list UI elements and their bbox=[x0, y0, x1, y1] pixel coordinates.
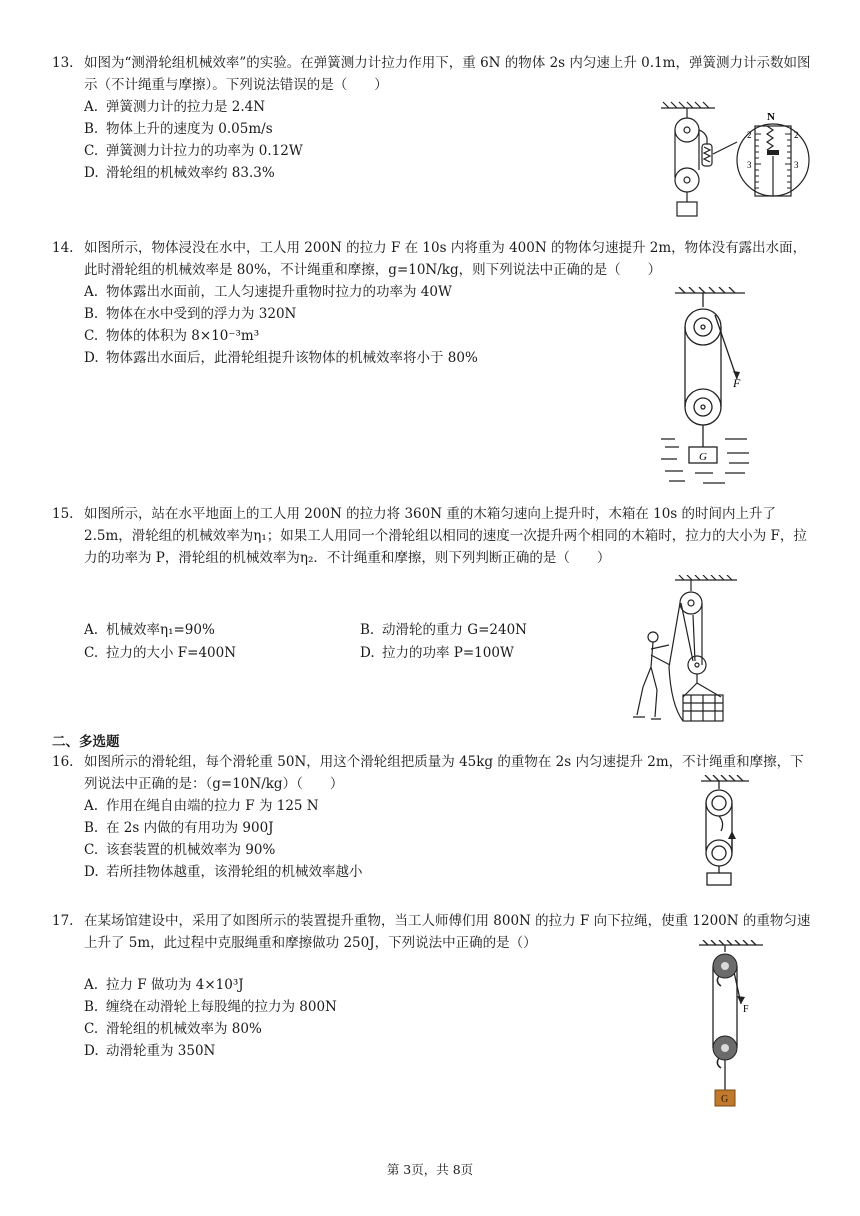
scale-tick-3-right: 3 bbox=[794, 160, 799, 170]
option-a: A. 弹簧测力计的拉力是 2.4N bbox=[84, 99, 266, 115]
question-stem bbox=[52, 237, 812, 281]
option-d: D. 物体露出水面后，此滑轮组提升该物体的机械效率将小于 80% bbox=[84, 350, 478, 366]
option-b: B. 缠绕在动滑轮上每股绳的拉力为 800N bbox=[84, 999, 337, 1015]
option-b: B. 动滑轮的重力 G=240N bbox=[360, 622, 527, 638]
option-a: A. 机械效率η₁=90% bbox=[84, 622, 215, 638]
option-c: C. 物体的体积为 8×10⁻³m³ bbox=[84, 328, 260, 344]
question-number: 16. bbox=[52, 754, 74, 770]
option-c: C. 该套装置的机械效率为 90% bbox=[84, 842, 276, 858]
option-c: C. 弹簧测力计拉力的功率为 0.12W bbox=[84, 143, 303, 159]
scale-tick-2-right: 2 bbox=[794, 130, 799, 140]
question-text: 如图所示，站在水平地面上的工人用 200N 的拉力将 360N 重的木箱匀速向上提升时，木箱在 10s 的时间内上升了 2.5m，滑轮组的机械效率为η₁；如果工人用同一个滑轮组以相同的速度一次提升两个相同的木箱时，拉力的大小为 F，拉力的功率为 P，滑轮组的机械效率为η₂．不计绳重和摩擦，则下列判断正确的是（ ） bbox=[84, 506, 807, 566]
question-stem bbox=[52, 503, 812, 569]
question-text: 在某场馆建设中，采用了如图所示的装置提升重物，当工人师傅们用 800N 的拉力 F 向下拉绳，使重 1200N 的重物匀速上升了 5m，此过程中克服绳重和摩擦做功 250J，下列说法中正确的是（） bbox=[84, 913, 811, 951]
question-text: 如图为“测滑轮组机械效率”的实验。在弹簧测力计拉力作用下，重 6N 的物体 2s 内匀速上升 0.1m，弹簧测力计示数如图示（不计绳重与摩擦）。下列说法错误的是（ ） bbox=[84, 55, 811, 93]
weight-label: G bbox=[721, 1094, 729, 1105]
two-pulley-figure bbox=[695, 775, 755, 887]
question-number: 15. bbox=[52, 506, 74, 522]
question-stem bbox=[52, 52, 812, 96]
option-d: D. 拉力的功率 P=100W bbox=[360, 645, 514, 661]
option-d: D. 若所挂物体越重，该滑轮组的机械效率越小 bbox=[84, 864, 363, 880]
option-a: A. 物体露出水面前，工人匀速提升重物时拉力的功率为 40W bbox=[84, 284, 452, 300]
option-b: B. 物体上升的速度为 0.05m/s bbox=[84, 121, 273, 137]
pulley-in-water-figure bbox=[655, 287, 765, 487]
worker-lifting-crate-figure bbox=[625, 575, 750, 730]
option-d: D. 动滑轮重为 350N bbox=[84, 1043, 216, 1059]
option-a: A. 拉力 F 做功为 4×10³J bbox=[84, 977, 244, 993]
option-b: B. 在 2s 内做的有用功为 900J bbox=[84, 820, 274, 836]
option-c: C. 滑轮组的机械效率为 80% bbox=[84, 1021, 262, 1037]
option-d: D. 滑轮组的机械效率约 83.3% bbox=[84, 165, 275, 181]
pulley-spring-scale-figure bbox=[655, 100, 815, 222]
scale-tick-2: 2 bbox=[747, 130, 752, 140]
question-number: 14. bbox=[52, 240, 74, 256]
question-number: 17. bbox=[52, 913, 74, 929]
force-label: F bbox=[743, 1004, 749, 1015]
force-label: F bbox=[733, 376, 741, 390]
question-text: 如图所示，物体浸没在水中，工人用 200N 的拉力 F 在 10s 内将重为 400N 的物体匀速提升 2m，物体没有露出水面，此时滑轮组的机械效率是 80%，不计绳重和摩擦，g=10N/kg，则下列说法中正确的是（ ） bbox=[84, 240, 807, 278]
scale-unit-label: N bbox=[767, 111, 775, 123]
weight-label: G bbox=[699, 451, 707, 463]
option-b: B. 物体在水中受到的浮力为 320N bbox=[84, 306, 297, 322]
question-text: 如图所示的滑轮组，每个滑轮重 50N，用这个滑轮组把质量为 45kg 的重物在 2s 内匀速提升 2m，不计绳重和摩擦，下列说法中正确的是：（g=10N/kg）（ ） bbox=[84, 754, 804, 792]
crane-pulley-figure bbox=[695, 940, 775, 1110]
page-footer: 第 3页，共 8页 bbox=[386, 1162, 474, 1177]
question-number: 13. bbox=[52, 55, 74, 71]
option-a: A. 作用在绳自由端的拉力 F 为 125 N bbox=[84, 798, 319, 814]
option-c: C. 拉力的大小 F=400N bbox=[84, 645, 237, 661]
section-heading: 二、多选题 bbox=[52, 734, 120, 750]
scale-tick-3: 3 bbox=[747, 160, 752, 170]
